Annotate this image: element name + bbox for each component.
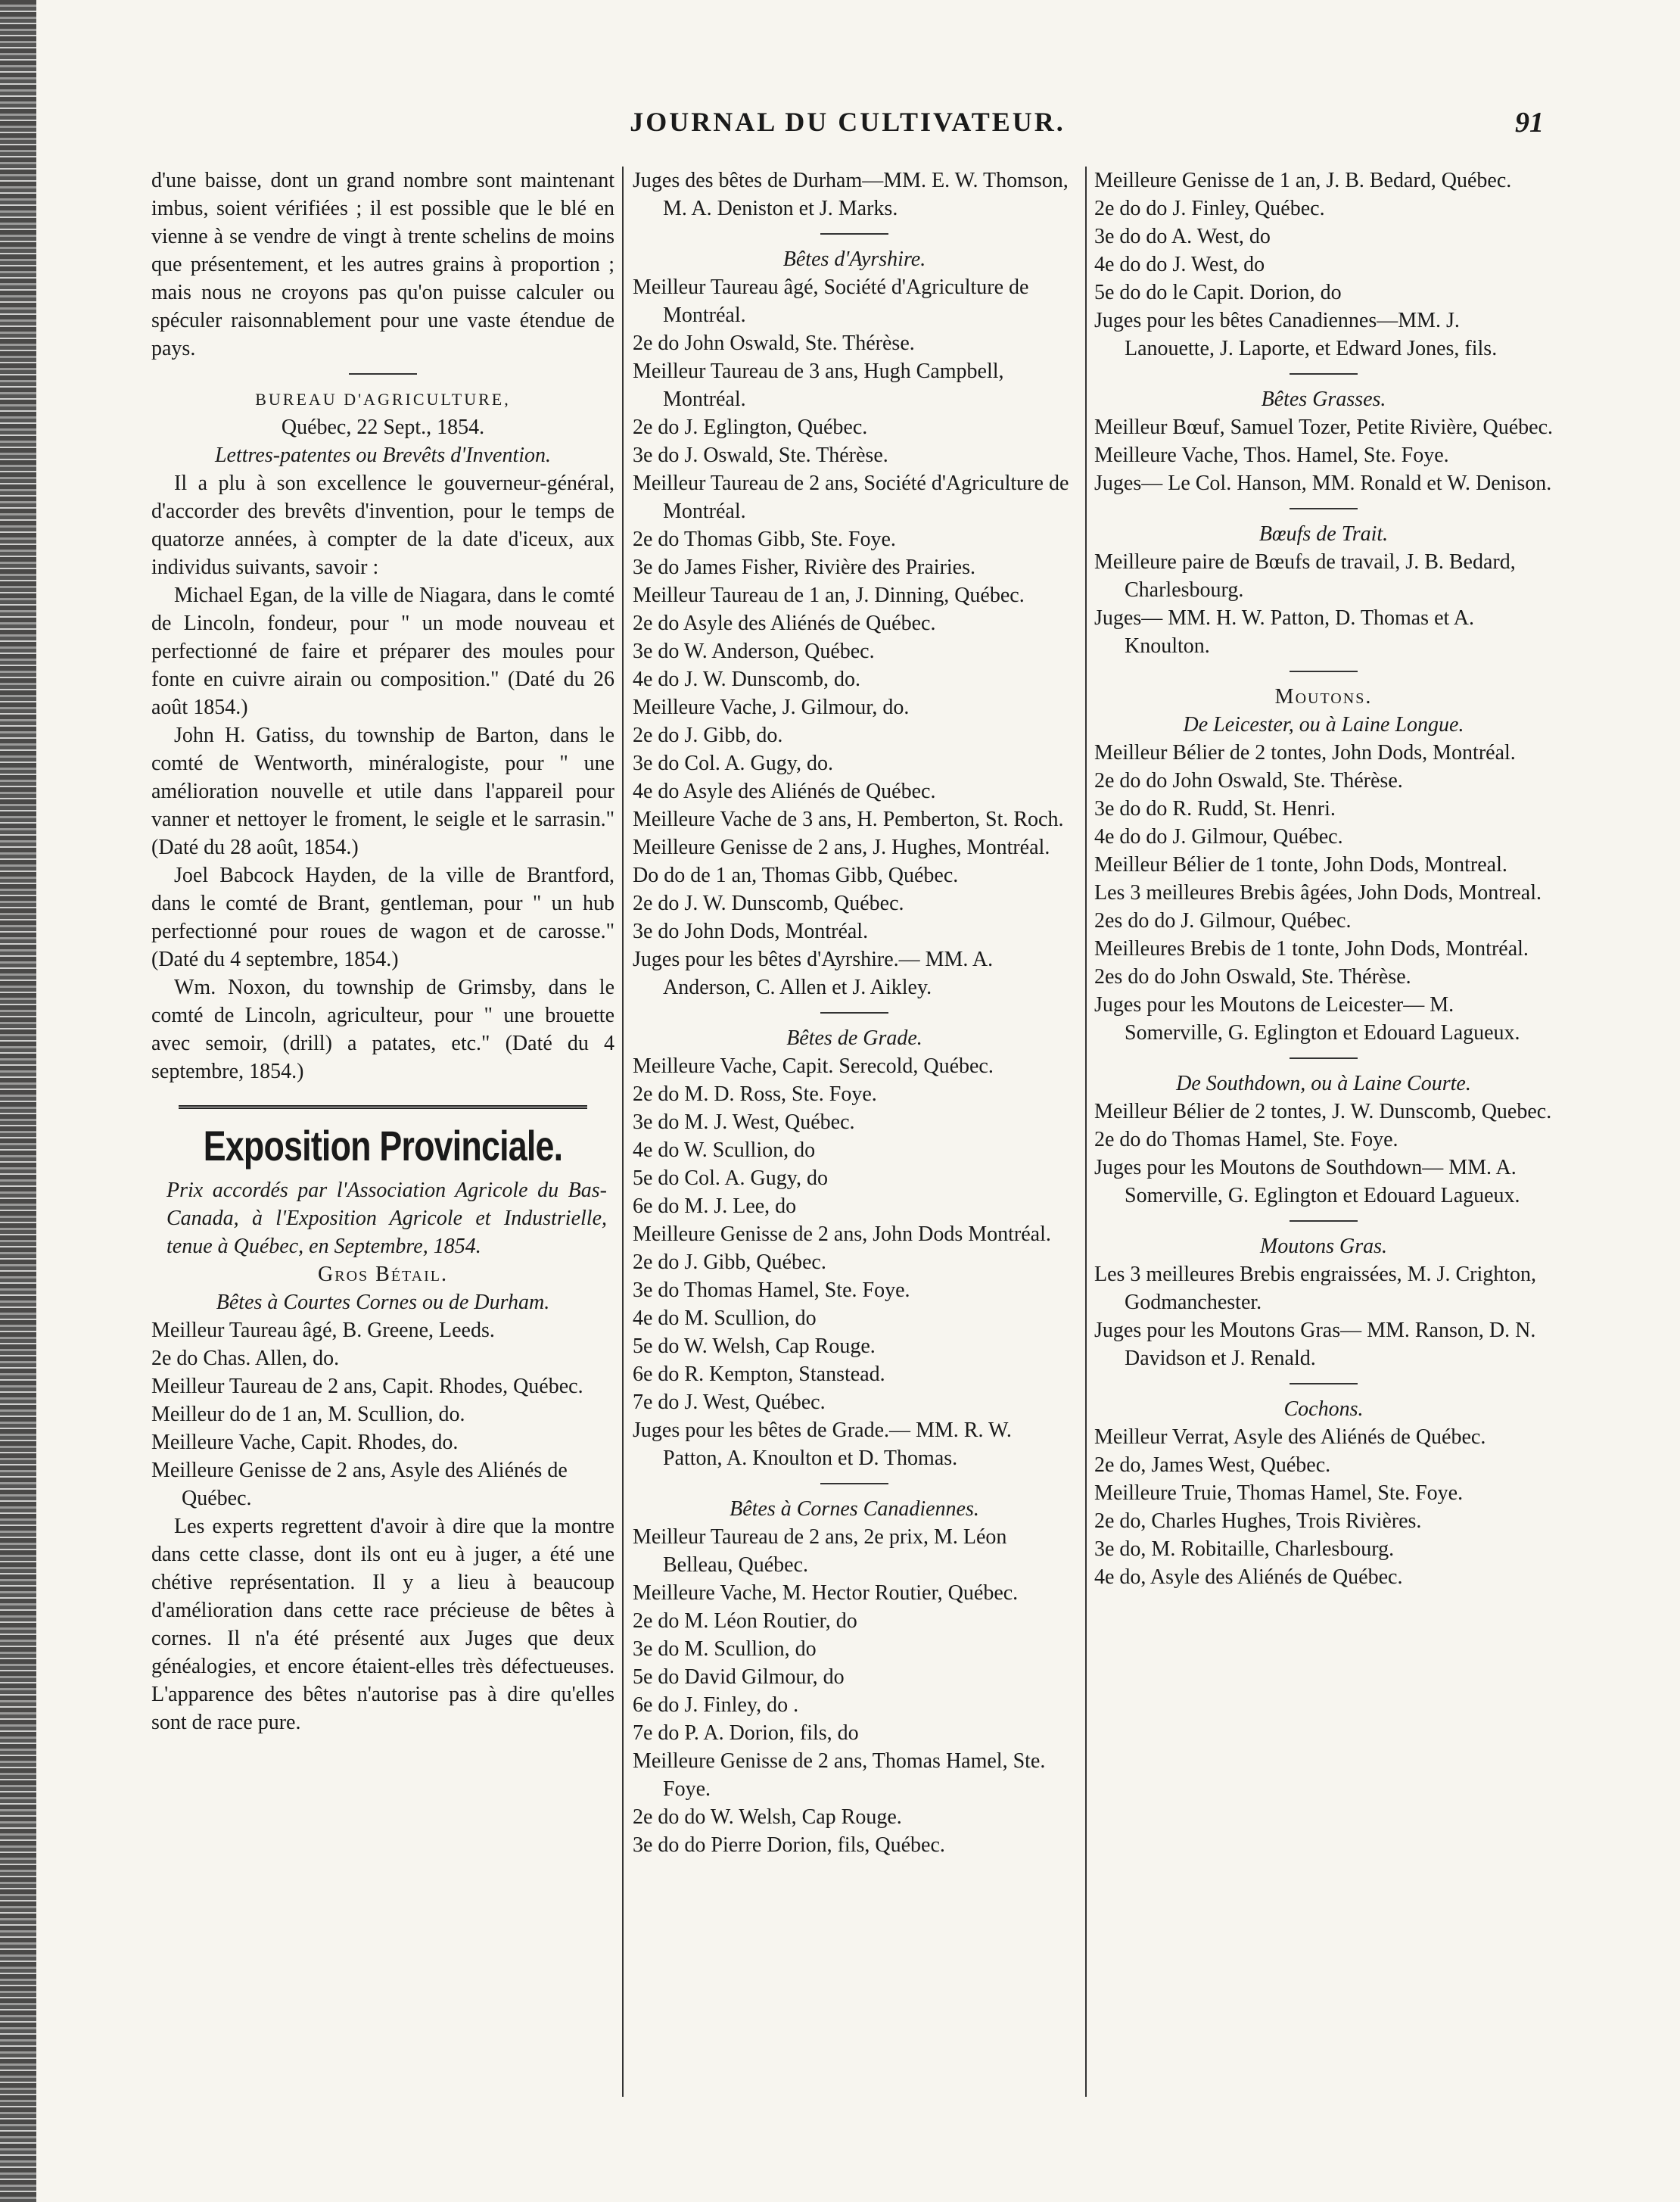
column-divider [622, 167, 624, 2097]
award-line: 5e do W. Welsh, Cap Rouge. [633, 1335, 876, 1358]
award-line: 4e do J. W. Dunscomb, do. [633, 668, 860, 691]
award-line: 2e do J. Eglington, Québec. [633, 416, 868, 439]
section-divider [1290, 373, 1358, 375]
award-line: Meilleure Vache de 3 ans, H. Pemberton, St. Roch. [633, 808, 1064, 831]
canadiennes-title: Bêtes à Cornes Canadiennes. [730, 1497, 979, 1521]
award-line: 2e do Thomas Gibb, Ste. Foye. [633, 528, 896, 551]
award-line: Meilleur Taureau de 2 ans, Capit. Rhodes, Québec. [151, 1375, 583, 1398]
award-line: 4e do Asyle des Aliénés de Québec. [633, 780, 936, 803]
award-line: Meilleur Bélier de 2 tontes, John Dods, Montréal. [1094, 741, 1516, 765]
patent-entry: Wm. Noxon, du township de Grimsby, dans le comté de Lincoln, agriculteur, pour " une brouette avec semoir, (drill) a patates, etc." (Daté du 4 septembre, 1854.) [151, 976, 614, 1083]
juges-line: Juges— Le Col. Hanson, MM. Ronald et W. Denison. [1094, 472, 1552, 495]
award-line: 3e do Col. A. Gugy, do. [633, 752, 833, 775]
award-line: 4e do, Asyle des Aliénés de Québec. [1094, 1565, 1403, 1589]
award-line: 2e do, Charles Hughes, Trois Rivières. [1094, 1509, 1422, 1533]
award-line: Meilleur Bœuf, Samuel Tozer, Petite Rivière, Québec. [1094, 416, 1554, 439]
award-line: 2e do do W. Welsh, Cap Rouge. [633, 1805, 902, 1829]
award-line: Meilleure Genisse de 2 ans, J. Hughes, Montréal. [633, 836, 1050, 859]
award-line: 2e do do John Oswald, Ste. Thérèse. [1094, 769, 1403, 793]
page-number: 91 [1515, 107, 1544, 139]
lettres-title: Lettres-patentes ou Brevêts d'Invention. [214, 444, 552, 467]
award-line: 2e do John Oswald, Ste. Thérèse. [633, 332, 915, 355]
award-line: Meilleure Vache, Capit. Serecold, Québec. [633, 1054, 994, 1078]
award-line: Meilleure Truie, Thomas Hamel, Ste. Foye. [1094, 1481, 1464, 1505]
award-line: Meilleur Taureau de 1 an, J. Dinning, Québec. [633, 584, 1025, 607]
juges-line: Juges pour les Moutons de Southdown— MM. A. Somerville, G. Eglington et Edouard Lagueux. [1094, 1156, 1520, 1207]
award-line: Les 3 meilleures Brebis engraissées, M. J. Crighton, Godmanchester. [1094, 1263, 1537, 1314]
bureau-title: BUREAU D'AGRICULTURE, [255, 390, 511, 409]
award-line: 3e do Thomas Hamel, Ste. Foye. [633, 1279, 910, 1302]
award-line: Meilleur Bélier de 2 tontes, J. W. Dunscomb, Quebec. [1094, 1100, 1552, 1123]
grasses-title: Bêtes Grasses. [1261, 388, 1386, 411]
award-line: Meilleur Taureau âgé, B. Greene, Leeds. [151, 1319, 495, 1342]
section-divider [1290, 1220, 1358, 1222]
award-line: Meilleure Genisse de 2 ans, Asyle des Aliénés de Québec. [151, 1459, 568, 1510]
award-line: 3e do W. Anderson, Québec. [633, 640, 875, 663]
award-line: 2e do do J. Finley, Québec. [1094, 197, 1325, 220]
column-right [1094, 167, 1553, 2142]
courtes-cornes-title: Bêtes à Courtes Cornes ou de Durham. [216, 1291, 550, 1314]
award-line: 2e do J. Gibb, do. [633, 724, 783, 747]
section-divider [1290, 1383, 1358, 1384]
award-line: Meilleure Genisse de 2 ans, John Dods Montréal. [633, 1222, 1051, 1246]
award-line: 3e do J. Oswald, Ste. Thérèse. [633, 444, 888, 467]
award-line: Meilleure Vache, Thos. Hamel, Ste. Foye. [1094, 444, 1449, 467]
award-line: 2e do M. Léon Routier, do [633, 1609, 857, 1633]
juges-line: Juges pour les bêtes Canadiennes—MM. J. Lanouette, J. Laporte, et Edward Jones, fils. [1094, 309, 1498, 360]
award-line: 2es do do J. Gilmour, Québec. [1094, 909, 1352, 933]
award-line: Meilleur Bélier de 1 tonte, John Dods, Montreal. [1094, 853, 1507, 877]
award-line: 2e do Chas. Allen, do. [151, 1347, 340, 1370]
award-line: 2e do J. W. Dunscomb, Québec. [633, 892, 904, 915]
award-line: 6e do R. Kempton, Stanstead. [633, 1363, 885, 1386]
award-line: 5e do do le Capit. Dorion, do [1094, 281, 1342, 304]
award-line: Meilleure Genisse de 1 an, J. B. Bedard, Québec. [1094, 169, 1512, 192]
trait-title: Bœufs de Trait. [1258, 522, 1389, 546]
lettres-intro: Il a plu à son excellence le gouverneur-général, d'accorder des brevêts d'invention, pour le temps de quatorze années, à compter de la date d'iceux, aux individus suivants, savoir : [151, 472, 614, 579]
award-line: 5e do Col. A. Gugy, do [633, 1166, 828, 1190]
award-line: Les 3 meilleures Brebis âgées, John Dods, Montreal. [1094, 881, 1542, 905]
award-line: Do do de 1 an, Thomas Gibb, Québec. [633, 864, 959, 887]
section-divider [1290, 671, 1358, 672]
column-left [151, 167, 614, 2142]
award-line: 3e do M. J. West, Québec. [633, 1110, 855, 1134]
award-line: 4e do M. Scullion, do [633, 1307, 817, 1330]
section-divider [820, 1012, 888, 1014]
award-line: 3e do do R. Rudd, St. Henri. [1094, 797, 1336, 821]
award-line: 3e do M. Scullion, do [633, 1637, 817, 1661]
juges-line: Juges pour les Moutons Gras— MM. Ranson, D. N. Davidson et J. Renald. [1094, 1319, 1536, 1370]
award-line: 3e do, M. Robitaille, Charlesbourg. [1094, 1537, 1395, 1561]
patent-entry: John H. Gatiss, du township de Barton, dans le comté de Wentworth, minéralogiste, pour " une amélioration nouvelle et utile dans l'appareil pour vanner et nettoyer le froment, le seigle et le sarrasin." (Daté du 28 août, 1854.) [151, 724, 614, 859]
award-line: Meilleure Vache, J. Gilmour, do. [633, 696, 910, 719]
section-divider [1290, 508, 1358, 509]
award-line: Meilleur Taureau de 3 ans, Hugh Campbell, Montréal. [633, 360, 1004, 411]
award-line: 6e do J. Finley, do . [633, 1693, 799, 1717]
award-line: Meilleur Taureau âgé, Société d'Agriculture de Montréal. [633, 276, 1029, 327]
patent-entry: Joel Babcock Hayden, de la ville de Brantford, dans le comté de Brant, gentleman, pour " un hub perfectionné pour roues de wagon et de carosse." (Daté du 4 septembre, 1854.) [151, 864, 614, 971]
gros-betail-title: Gros Bétail. [318, 1263, 448, 1286]
award-line: 4e do do J. Gilmour, Québec. [1094, 825, 1343, 849]
award-line: 2e do, James West, Québec. [1094, 1453, 1331, 1477]
column-middle [633, 167, 1076, 2142]
award-line: Meilleur Taureau de 2 ans, 2e prix, M. Léon Belleau, Québec. [633, 1525, 1007, 1577]
journal-title: JOURNAL DU CULTIVATEUR. [630, 107, 1066, 137]
column-divider [1085, 167, 1087, 2097]
award-line: 3e do John Dods, Montréal. [633, 920, 869, 943]
award-line: 2e do Asyle des Aliénés de Québec. [633, 612, 936, 635]
juges-line: Juges— MM. H. W. Patton, D. Thomas et A. Knoulton. [1094, 606, 1474, 658]
award-line: 5e do David Gilmour, do [633, 1665, 845, 1689]
award-line: Meilleur Taureau de 2 ans, Société d'Agriculture de Montréal. [633, 472, 1069, 523]
award-line: Meilleures Brebis de 1 tonte, John Dods, Montréal. [1094, 937, 1529, 961]
award-line: Meilleure Genisse de 2 ans, Thomas Hamel, Ste. Foye. [633, 1749, 1046, 1801]
grade-title: Bêtes de Grade. [786, 1026, 922, 1050]
section-divider [1290, 1057, 1358, 1059]
prix-caption: Prix accordés par l'Association Agricole du Bas-Canada, à l'Exposition Agricole et Industrielle, tenue à Québec, en Septembre, 1854. [166, 1179, 607, 1258]
patent-entry: Michael Egan, de la ville de Niagara, dans le comté de Lincoln, fondeur, pour " un mode nouveau et perfectionné de faire et préparer des moules pour fonte en cuivre airain ou composition." (Daté du 26 août 1854.) [151, 584, 614, 719]
award-line: Meilleur Verrat, Asyle des Aliénés de Québec. [1094, 1425, 1486, 1449]
award-line: 7e do P. A. Dorion, fils, do [633, 1721, 859, 1745]
juges-line: Juges pour les Moutons de Leicester— M. Somerville, G. Eglington et Edouard Lagueux. [1094, 993, 1520, 1045]
award-line: Meilleure Vache, M. Hector Routier, Québec. [633, 1581, 1019, 1605]
section-divider [179, 1105, 587, 1109]
southdown-title: De Southdown, ou à Laine Courte. [1176, 1072, 1471, 1095]
award-line: 3e do do A. West, do [1094, 225, 1271, 248]
award-line: Meilleure paire de Bœufs de travail, J. B. Bedard, Charlesbourg. [1094, 550, 1516, 602]
award-line: 4e do do J. West, do [1094, 253, 1265, 276]
moutons-title: Moutons. [1274, 685, 1373, 709]
cochons-title: Cochons. [1283, 1397, 1364, 1421]
experts-paragraph: Les experts regrettent d'avoir à dire que la montre dans cette classe, dont ils ont eu à juger, a été une chétive représentation. Il y a lieu à beaucoup d'amélioration dans cette race précieuse de bêtes à cornes. Il n'a été présenté aux Juges que deux généalogies, et encore étaient-elles très défectueuses. L'apparence des bêtes n'autorise pas à dire qu'elles sont de race pure. [151, 1515, 614, 1734]
section-divider [820, 233, 888, 235]
juges-line: Juges pour les bêtes de Grade.— MM. R. W. Patton, A. Knoulton et D. Thomas. [633, 1419, 1012, 1470]
intro-paragraph: d'une baisse, dont un grand nombre sont maintenant imbus, soient vérifiées ; il est possible que le blé en vienne à se vendre de vingt à trente schelins de moins que présentement, et les autres grains à proportion ; mais nous ne croyons pas qu'on puisse calculer ou spéculer raisonnablement pour une vaste étendue de pays. [151, 169, 614, 360]
section-divider [820, 1483, 888, 1484]
juges-line: Juges des bêtes de Durham—MM. E. W. Thomson, M. A. Deniston et J. Marks. [633, 169, 1069, 220]
book-spine-edge [0, 0, 36, 2202]
award-line: 2es do do John Oswald, Ste. Thérèse. [1094, 965, 1411, 989]
award-line: 2e do J. Gibb, Québec. [633, 1250, 826, 1274]
award-line: 2e do do Thomas Hamel, Ste. Foye. [1094, 1128, 1398, 1151]
award-line: 7e do J. West, Québec. [633, 1391, 826, 1414]
award-line: Meilleure Vache, Capit. Rhodes, do. [151, 1431, 459, 1454]
section-divider [349, 373, 417, 375]
award-line: Meilleur do de 1 an, M. Scullion, do. [151, 1403, 465, 1426]
leicester-title: De Leicester, ou à Laine Longue. [1183, 713, 1464, 737]
bureau-date: Québec, 22 Sept., 1854. [281, 416, 485, 439]
juges-line: Juges pour les bêtes d'Ayrshire.— MM. A. Anderson, C. Allen et J. Aikley. [633, 948, 994, 999]
moutons-gras-title: Moutons Gras. [1259, 1235, 1387, 1258]
award-line: 4e do W. Scullion, do [633, 1138, 816, 1162]
page-header [151, 106, 1544, 151]
award-line: 3e do do Pierre Dorion, fils, Québec. [633, 1833, 945, 1857]
award-line: 2e do M. D. Ross, Ste. Foye. [633, 1082, 877, 1106]
ayrshire-title: Bêtes d'Ayrshire. [782, 248, 926, 271]
award-line: 3e do James Fisher, Rivière des Prairies. [633, 556, 976, 579]
exposition-title: Exposition Provinciale. [203, 1122, 563, 1170]
award-line: 6e do M. J. Lee, do [633, 1194, 797, 1218]
